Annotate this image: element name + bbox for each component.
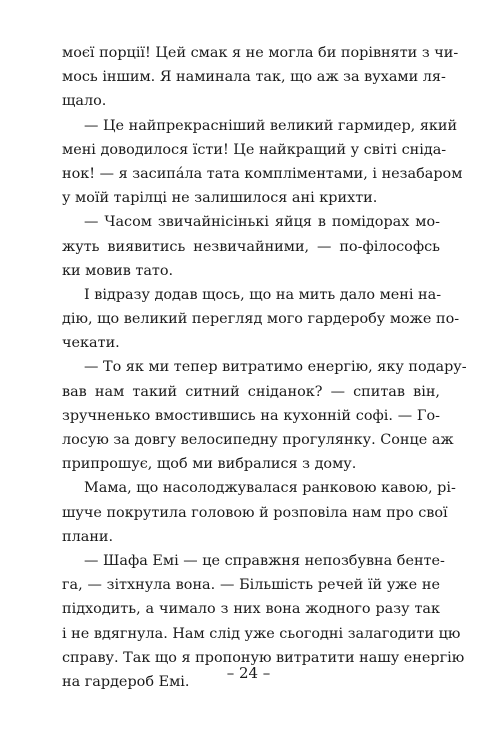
body-text <box>62 41 467 694</box>
text-line: Мама, що насолоджувалася ранковою кавою, рі- <box>84 480 456 497</box>
text-line: справу. Так що я пропоную витратити нашу енергію <box>62 649 465 666</box>
text-line: припрошує, щоб ми вибралися з дому. <box>62 456 357 473</box>
text-line: мені доводилося їсти! Це найкращий у світі сніда- <box>62 141 447 158</box>
text-line: дію, що великий перегляд мого гардеробу може по- <box>62 311 460 328</box>
text-line: підходить, а чимало з них вона жодного разу так <box>62 601 440 618</box>
text-line: плани. <box>62 528 114 545</box>
text-line: лосую за довгу велосипедну прогулянку. Сонце аж <box>62 432 454 448</box>
text-line: на гардероб Емі. <box>62 673 190 690</box>
text-line: у моїй тарілці не залишилося ані крихти. <box>62 190 378 207</box>
text-line: шуче покрутила головою й розповіла нам про свої <box>62 504 448 521</box>
text-line: щало. <box>62 93 107 110</box>
page-number: – 24 – <box>226 664 271 682</box>
text-line: моєї порції! Цей смак я не могла би порівняти з чи- <box>62 45 459 61</box>
text-line: І відразу додав щось, що на мить дало мені на- <box>84 286 442 303</box>
text-line: жуть виявитись незвичайними, — по-філософсь <box>62 238 440 255</box>
text-line: — Шафа Емі — це справжня непозбувна бенте- <box>84 552 445 569</box>
text-line: і не вдягнула. Нам слід уже сьогодні залагодити цю <box>62 625 461 642</box>
text-line: — Часом звичайнісінькі яйця в помідорах мо- <box>84 214 440 231</box>
text-line: га, — зітхнула вона. — Більшість речей їй уже не <box>62 577 440 594</box>
text-line: чекати. <box>62 335 120 352</box>
text-line: мось іншим. Я наминала так, що аж за вухами ля- <box>62 69 446 86</box>
text-line: — То як ми тепер витратимо енергію, яку подару- <box>84 359 467 376</box>
text-line: ки мовив тато. <box>62 262 174 279</box>
text-line: зручненько вмостившись на кухонній софі. — Го- <box>62 407 440 424</box>
text-line: нок! — я засипáла тата компліментами, і незабаром <box>62 165 463 182</box>
text-line: — Це найпрекрасніший великий гармидер, який <box>84 117 458 134</box>
text-line: вав нам такий ситний сніданок? — спитав він, <box>62 383 440 400</box>
